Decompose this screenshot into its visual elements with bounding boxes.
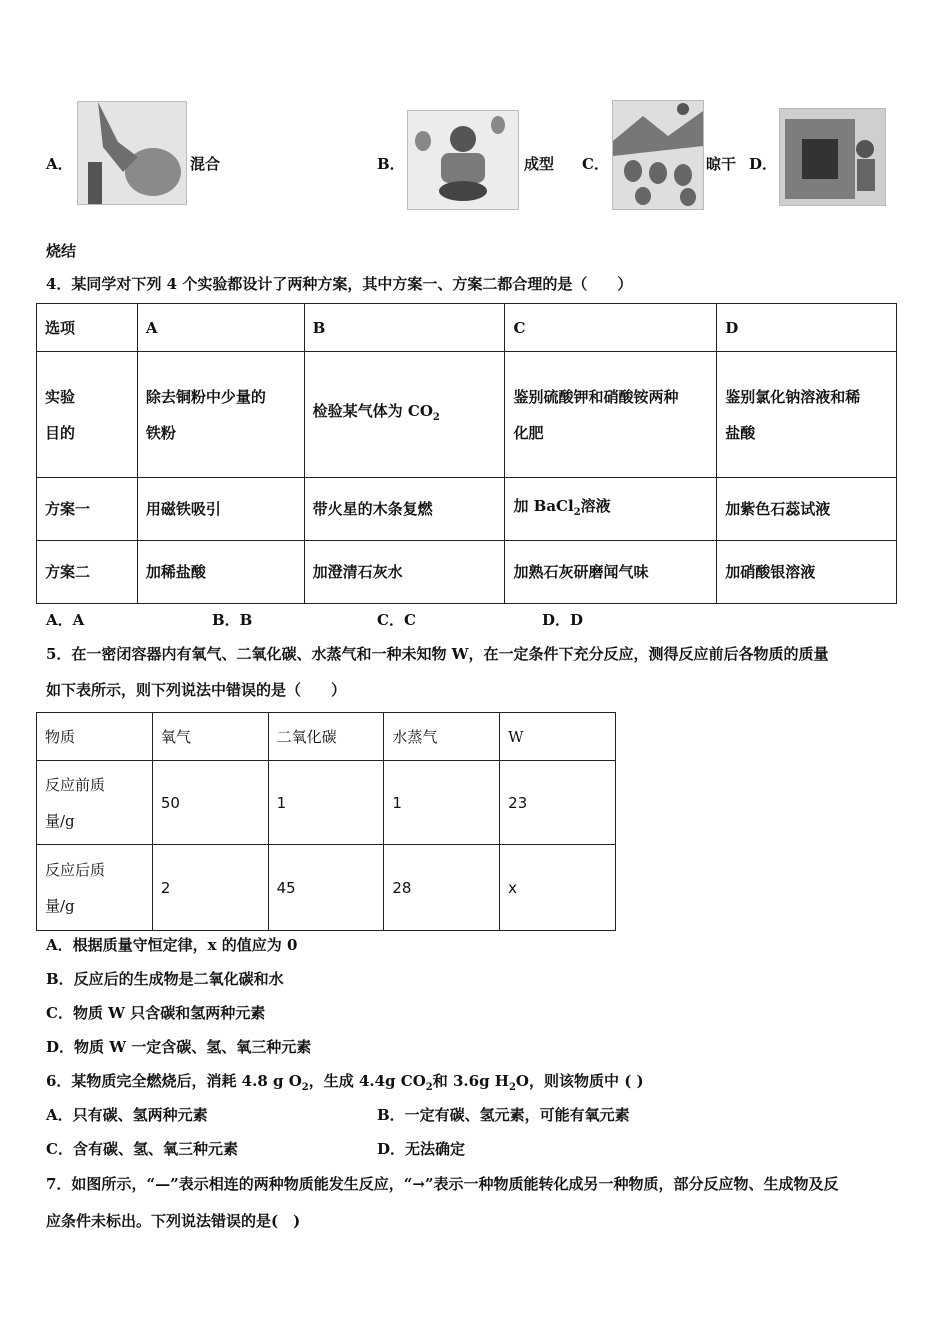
q5-header-substance: 物质 bbox=[37, 713, 153, 761]
q6-choice-c[interactable]: C．含有碳、氢、氧三种元素 bbox=[46, 1140, 238, 1158]
q5-after-label: 反应后质 量/g bbox=[37, 845, 153, 931]
q7-stem-line2: 应条件未标出。下列说法错误的是( ) bbox=[46, 1212, 301, 1230]
q5-stem-line2: 如下表所示，则下列说法中错误的是（ ） bbox=[46, 681, 347, 699]
q4-plan2-a: 加稀盐酸 bbox=[137, 541, 304, 604]
q5-after-oxygen: 2 bbox=[152, 845, 268, 931]
q4-plan1-label: 方案一 bbox=[37, 478, 138, 541]
q5-table bbox=[36, 712, 616, 931]
q4-plan1-c: 加 BaCl$_2$溶液 bbox=[505, 478, 717, 541]
q4-purpose-b: 检验某气体为 $CO_2$ bbox=[304, 352, 505, 478]
q7-stem-line1: 7．如图所示，“—”表示相连的两种物质能发生反应，“→”表示一种物质能转化成另一种物质，部分反应物、生成物及反 bbox=[46, 1175, 839, 1193]
q5-after-co2: 45 bbox=[268, 845, 384, 931]
q4-header-a: A bbox=[137, 304, 304, 352]
q5-after-water: 28 bbox=[384, 845, 500, 931]
q3-option-b-letter: B． bbox=[377, 155, 405, 173]
q5-before-oxygen: 50 bbox=[152, 761, 268, 845]
q3-option-b-label: 成型 bbox=[524, 155, 555, 173]
q4-plan2-b: 加澄清石灰水 bbox=[304, 541, 505, 604]
q4-plan2-d: 加硝酸银溶液 bbox=[717, 541, 897, 604]
q5-choice-b[interactable]: B．反应后的生成物是二氧化碳和水 bbox=[46, 970, 284, 988]
q4-plan1-b: 带火星的木条复燃 bbox=[304, 478, 505, 541]
q4-purpose-label: 实验 目的 bbox=[37, 352, 138, 478]
q5-header-w: W bbox=[500, 713, 616, 761]
q4-choice-b[interactable]: B．B bbox=[212, 611, 253, 629]
q4-purpose-a: 除去铜粉中少量的 铁粉 bbox=[137, 352, 304, 478]
q4-header-option: 选项 bbox=[37, 304, 138, 352]
q5-before-label: 反应前质 量/g bbox=[37, 761, 153, 845]
q5-header-oxygen: 氧气 bbox=[152, 713, 268, 761]
q3-option-c-label: 晾干 bbox=[706, 155, 737, 173]
q4-table bbox=[36, 303, 897, 604]
q5-before-w: 23 bbox=[500, 761, 616, 845]
q4-plan1-a: 用磁铁吸引 bbox=[137, 478, 304, 541]
pottery-shaping-photo bbox=[407, 110, 519, 210]
q5-after-w: x bbox=[500, 845, 616, 931]
q3-option-a-label: 混合 bbox=[190, 155, 221, 173]
q5-header-co2: 二氧化碳 bbox=[268, 713, 384, 761]
q5-choice-d[interactable]: D．物质 W 一定含碳、氢、氧三种元素 bbox=[46, 1038, 312, 1056]
q4-header-c: C bbox=[505, 304, 717, 352]
q4-choice-d[interactable]: D．D bbox=[542, 611, 584, 629]
q3-option-a-letter: A． bbox=[46, 155, 73, 173]
q5-choice-a[interactable]: A．根据质量守恒定律，x 的值应为 0 bbox=[46, 936, 298, 954]
q4-header-b: B bbox=[304, 304, 505, 352]
q3-option-d-letter: D． bbox=[749, 155, 778, 173]
q6-choice-b[interactable]: B．一定有碳、氢元素，可能有氧元素 bbox=[377, 1106, 630, 1124]
pottery-mixing-photo bbox=[77, 101, 187, 205]
q5-before-co2: 1 bbox=[268, 761, 384, 845]
kiln-firing-photo bbox=[779, 108, 886, 206]
q6-choice-d[interactable]: D．无法确定 bbox=[377, 1140, 466, 1158]
q4-choice-a[interactable]: A．A bbox=[46, 611, 85, 629]
q3-option-c-letter: C． bbox=[582, 155, 609, 173]
q4-plan2-c: 加熟石灰研磨闻气味 bbox=[505, 541, 717, 604]
q5-before-water: 1 bbox=[384, 761, 500, 845]
q5-stem-line1: 5．在一密闭容器内有氧气、二氧化碳、水蒸气和一种未知物 W，在一定条件下充分反应，测得反应前后各物质的质量 bbox=[46, 645, 829, 663]
q4-plan2-label: 方案二 bbox=[37, 541, 138, 604]
pottery-drying-photo bbox=[612, 100, 704, 210]
q4-stem: 4．某同学对下列 4 个实验都设计了两种方案，其中方案一、方案二都合理的是（ ） bbox=[46, 275, 633, 293]
q4-purpose-d: 鉴别氯化钠溶液和稀 盐酸 bbox=[717, 352, 897, 478]
q4-header-d: D bbox=[717, 304, 897, 352]
q3-overflow-label: 烧结 bbox=[46, 242, 77, 260]
q4-purpose-c: 鉴别硫酸钾和硝酸铵两种 化肥 bbox=[505, 352, 717, 478]
q4-plan1-d: 加紫色石蕊试液 bbox=[717, 478, 897, 541]
q6-stem: 6．某物质完全燃烧后，消耗 4.8 g $O_2$，生成 4.4g $CO_2$和 3.6g $H_2O$，则该物质中 ( ) bbox=[46, 1072, 644, 1093]
q5-header-water: 水蒸气 bbox=[384, 713, 500, 761]
q5-choice-c[interactable]: C．物质 W 只含碳和氢两种元素 bbox=[46, 1004, 266, 1022]
q6-choice-a[interactable]: A．只有碳、氢两种元素 bbox=[46, 1106, 208, 1124]
q4-choice-c[interactable]: C．C bbox=[377, 611, 416, 629]
